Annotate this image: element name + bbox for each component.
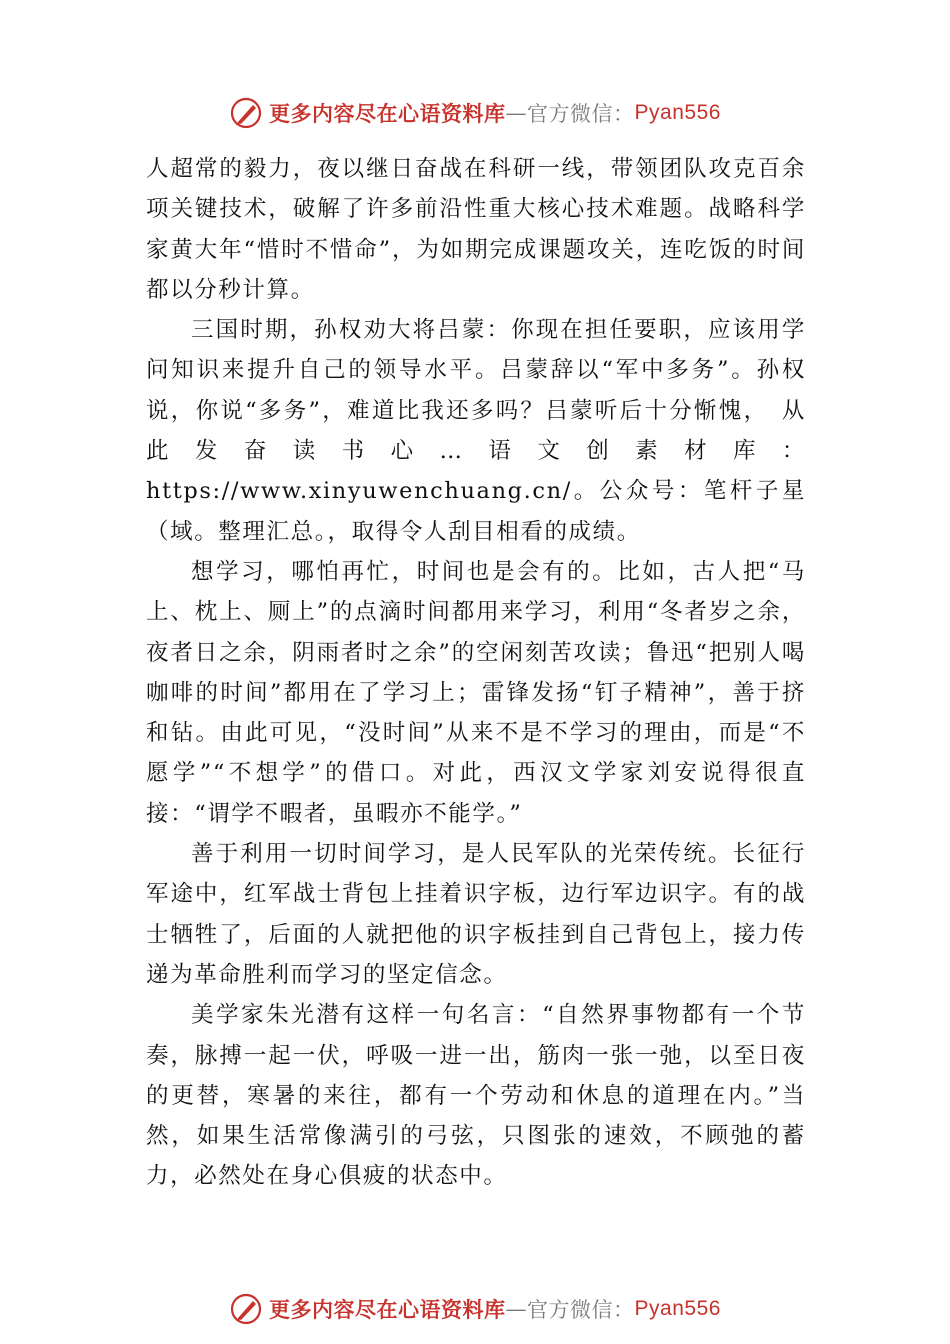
paragraph: 三国时期，孙权劝大将吕蒙：你现在担任要职，应该用学问知识来提升自己的领导水平。吕蒙辞以“军中多务”。孙权说，你说“多务”，难道比我还多吗？吕蒙听后十分惭愧， 从此发奋读书心…语文创素材库：https://www.xinyuwenchuang.cn/。公众号：笔杆子星（域。整理汇总。，取得令人刮目相看的成绩。 [146, 317, 806, 545]
banner-title: 更多内容尽在心语资料库 [269, 101, 506, 126]
header-banner [0, 96, 950, 130]
paragraph: 善于利用一切时间学习，是人民军队的光荣传统。长征行军途中，红军战士背包上挂着识字板，边行军边识字。有的战士牺牲了，后面的人就把他的识字板挂到自己背包上，接力传递为革命胜利而学习的坚定信念。 [146, 841, 806, 988]
banner-dash: — [505, 1297, 528, 1321]
banner-title: 更多内容尽在心语资料库 [269, 1297, 506, 1322]
banner-wechat-label: 官方微信： [527, 102, 635, 126]
quill-pen-logo-icon [229, 96, 263, 130]
paragraph: 想学习，哪怕再忙，时间也是会有的。比如，古人把“马上、枕上、厕上”的点滴时间都用来学习，利用“冬者岁之余，夜者日之余，阴雨者时之余”的空闲刻苦攻读；鲁迅“把别人喝咖啡的时间”都用在了学习上；雷锋发扬“钉子精神”，善于挤和钻。由此可见，“没时间”从来不是不学习的理由，而是“不愿学”“不想学”的借口。对此，西汉文学家刘安说得很直接：“谓学不暇者，虽暇亦不能学。” [146, 558, 806, 827]
banner-wechat-id: Pyan556 [634, 101, 721, 124]
banner-wechat-label: 官方微信： [527, 1298, 635, 1322]
banner-wechat-id: Pyan556 [634, 1297, 721, 1320]
footer-banner [0, 1292, 950, 1326]
banner-dash: — [505, 101, 528, 125]
quill-pen-logo-icon [229, 1292, 263, 1326]
paragraph: 美学家朱光潜有这样一句名言：“自然界事物都有一个节奏，脉搏一起一伏，呼吸一进一出，筋肉一张一弛，以至日夜的更替，寒暑的来往，都有一个劳动和休息的道理在内。”当然，如果生活常像满引的弓弦，只图张的速效，不顾弛的蓄力，必然处在身心俱疲的状态中。 [146, 1002, 806, 1190]
paragraph: 人超常的毅力，夜以继日奋战在科研一线，带领团队攻克百余项关键技术，破解了许多前沿性重大核心技术难题。战略科学家黄大年“惜时不惜命”，为如期完成课题攻关，连吃饭的时间都以分秒计算。 [146, 156, 806, 303]
article-body [146, 149, 806, 1197]
